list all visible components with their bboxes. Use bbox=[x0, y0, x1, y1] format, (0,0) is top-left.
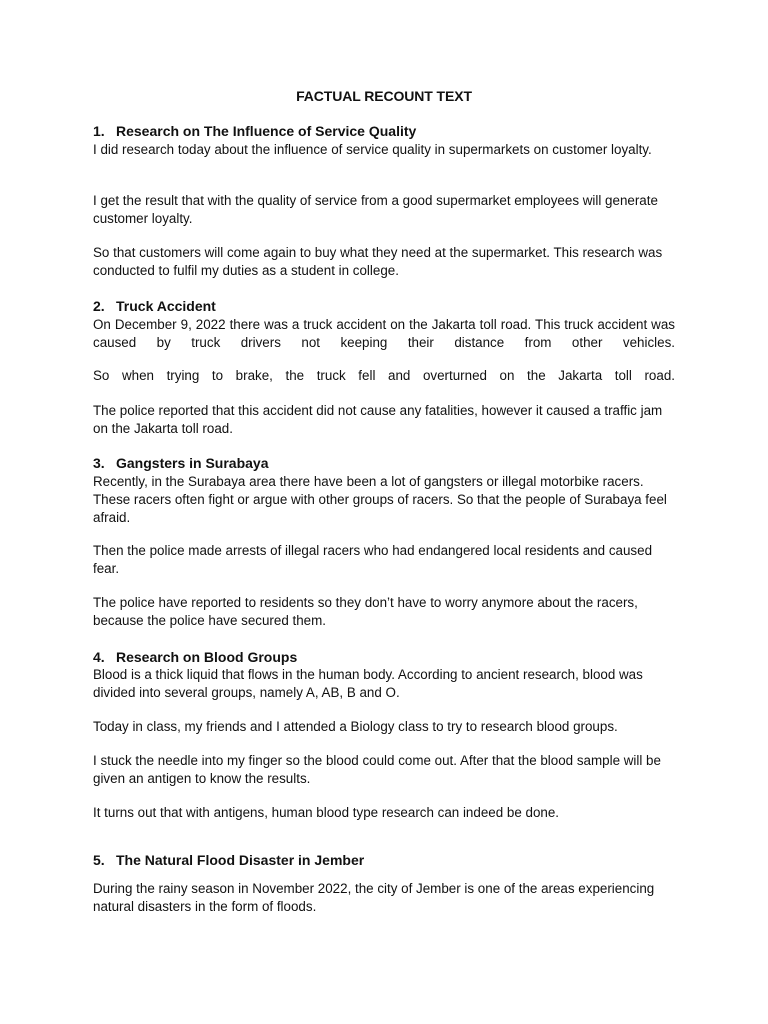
section-number: 2. bbox=[93, 298, 105, 314]
section-number: 5. bbox=[93, 852, 105, 868]
paragraph: The police reported that this accident did not cause any fatalities, however it caused a traffic jam on the Jakarta toll road. bbox=[93, 403, 663, 437]
section-title: Research on The Influence of Service Quality bbox=[116, 123, 417, 139]
paragraph: So when trying to brake, the truck fell and overturned on the Jakarta toll road. bbox=[93, 368, 675, 383]
section-number: 3. bbox=[93, 455, 105, 471]
paragraph: Blood is a thick liquid that flows in the human body. According to ancient research, blood was divided into several groups, namely A, AB, B and O. bbox=[93, 667, 643, 701]
paragraph: It turns out that with antigens, human blood type research can indeed be done. bbox=[93, 805, 560, 820]
document-page bbox=[93, 0, 675, 1024]
section-number: 1. bbox=[93, 123, 105, 139]
paragraph: During the rainy season in November 2022, the city of Jember is one of the areas experiencing natural disasters in the form of floods. bbox=[93, 881, 655, 915]
section-title: Truck Accident bbox=[116, 298, 216, 314]
paragraph: I did research today about the influence of service quality in supermarkets on customer loyalty. bbox=[93, 142, 652, 157]
paragraph: Recently, in the Surabaya area there have been a lot of gangsters or illegal motorbike racers. These racers often fight or argue with other groups of racers. So that the people of Surabaya feel afraid. bbox=[93, 474, 667, 526]
section-number: 4. bbox=[93, 649, 105, 665]
document-title: FACTUAL RECOUNT TEXT bbox=[296, 88, 472, 104]
section-title: The Natural Flood Disaster in Jember bbox=[116, 852, 365, 868]
section-title: Gangsters in Surabaya bbox=[116, 455, 269, 471]
paragraph: The police have reported to residents so they don’t have to worry anymore about the racers, because the police have secured them. bbox=[93, 595, 638, 629]
paragraph: I stuck the needle into my finger so the blood could come out. After that the blood sample will be given an antigen to know the results. bbox=[93, 753, 661, 787]
paragraph: I get the result that with the quality of service from a good supermarket employees will generate customer loyalty. bbox=[93, 193, 658, 227]
section-title: Research on Blood Groups bbox=[116, 649, 298, 665]
section-heading bbox=[93, 851, 675, 869]
paragraph: Today in class, my friends and I attended a Biology class to try to research blood groups. bbox=[93, 719, 618, 734]
section-heading bbox=[93, 122, 675, 140]
paragraph: So that customers will come again to buy what they need at the supermarket. This research was conducted to fulfil my duties as a student in college. bbox=[93, 245, 663, 279]
paragraph: Then the police made arrests of illegal racers who had endangered local residents and caused fear. bbox=[93, 543, 653, 577]
paragraph: On December 9, 2022 there was a truck accident on the Jakarta toll road. This truck accident was caused by truck drivers not keeping their distance from other vehicles. bbox=[93, 317, 675, 351]
section-heading bbox=[93, 648, 675, 666]
section-heading bbox=[93, 454, 675, 472]
section-heading bbox=[93, 297, 675, 315]
